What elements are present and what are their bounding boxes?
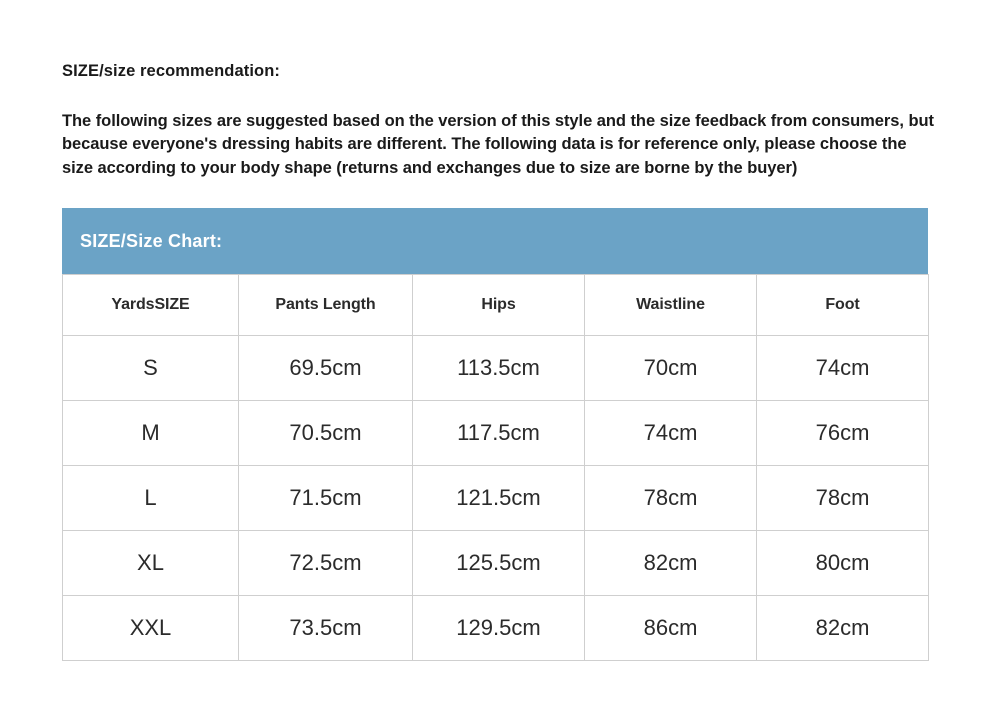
cell-foot: 80cm [757,531,929,596]
cell-pants-length: 72.5cm [239,531,413,596]
column-header-pants-length: Pants Length [239,275,413,336]
cell-foot: 74cm [757,336,929,401]
cell-waistline: 70cm [585,336,757,401]
column-header-yards-size: YardsSIZE [63,275,239,336]
cell-waistline: 74cm [585,401,757,466]
column-header-foot: Foot [757,275,929,336]
table-row [63,466,929,531]
cell-hips: 117.5cm [413,401,585,466]
cell-pants-length: 70.5cm [239,401,413,466]
cell-pants-length: 73.5cm [239,596,413,661]
cell-pants-length: 71.5cm [239,466,413,531]
cell-size: XL [63,531,239,596]
cell-waistline: 86cm [585,596,757,661]
cell-size: XXL [63,596,239,661]
cell-size: M [63,401,239,466]
cell-foot: 82cm [757,596,929,661]
table-header-row [63,275,929,336]
cell-foot: 76cm [757,401,929,466]
cell-hips: 113.5cm [413,336,585,401]
size-chart-header [62,208,928,274]
cell-waistline: 78cm [585,466,757,531]
size-chart [62,208,928,661]
cell-hips: 125.5cm [413,531,585,596]
cell-waistline: 82cm [585,531,757,596]
cell-hips: 121.5cm [413,466,585,531]
table-row [63,596,929,661]
table-row [63,531,929,596]
size-chart-header-label: SIZE/Size Chart: [80,230,223,251]
cell-hips: 129.5cm [413,596,585,661]
intro-paragraph: The following sizes are suggested based on the version of this style and the size feedback from consumers, but because everyone's dressing habits are different. The following data is for reference only, please choose the size according to your body shape (returns and exchanges due to size are borne by the buyer) [62,111,934,177]
cell-pants-length: 69.5cm [239,336,413,401]
table-row [63,336,929,401]
table-row [63,401,929,466]
size-table [62,274,929,661]
column-header-waistline: Waistline [585,275,757,336]
cell-size: S [63,336,239,401]
cell-foot: 78cm [757,466,929,531]
page-title: SIZE/size recommendation: [62,62,280,80]
cell-size: L [63,466,239,531]
column-header-hips: Hips [413,275,585,336]
